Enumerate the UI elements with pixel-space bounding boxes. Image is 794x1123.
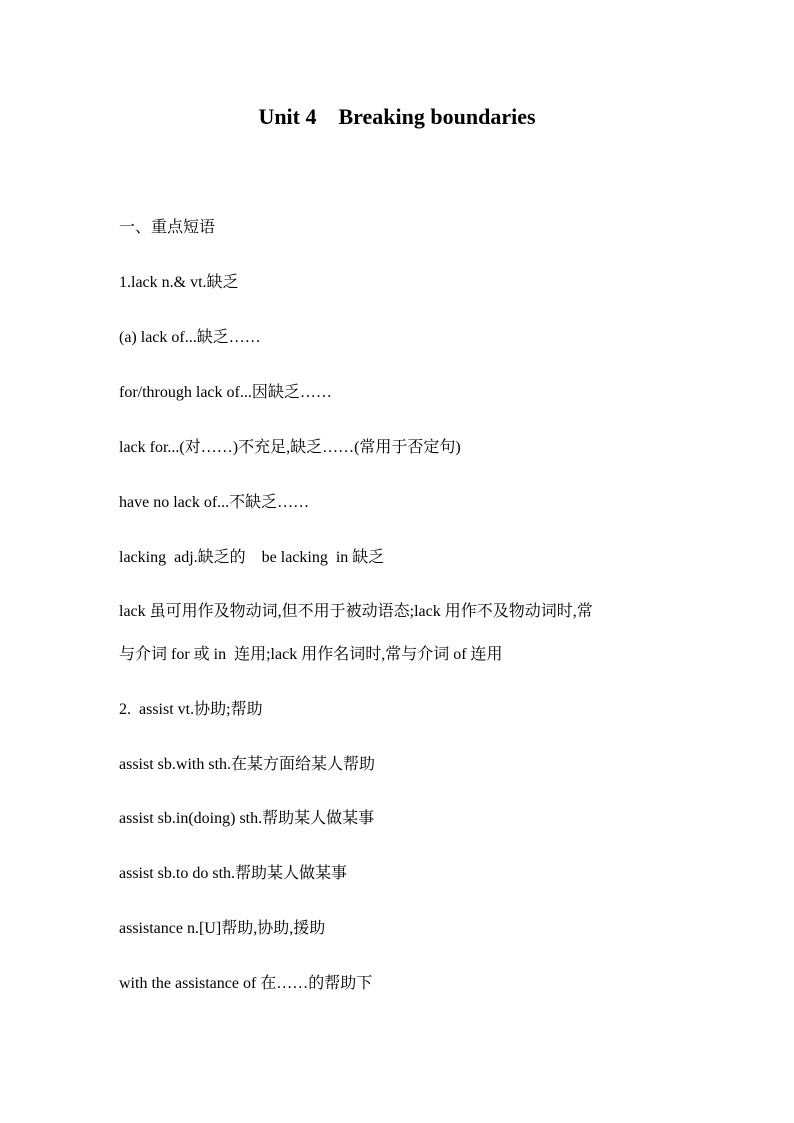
phrase-line: (a) lack of...缺乏…… xyxy=(119,329,261,346)
phrase-line: assistance n.[U]帮助,协助,援助 xyxy=(119,920,326,937)
phrase-line: with the assistance of 在……的帮助下 xyxy=(119,975,373,992)
phrase-line: assist sb.in(doing) sth.帮助某人做某事 xyxy=(119,810,375,827)
phrase-line: lack for...(对……)不充足,缺乏……(常用于否定句) xyxy=(119,439,461,456)
vocab-entry-assist: 2. assist vt.协助;帮助 xyxy=(119,701,263,718)
usage-note-line: 与介词 for 或 in 连用;lack 用作名词时,常与介词 of 连用 xyxy=(119,646,503,663)
phrase-line: assist sb.with sth.在某方面给某人帮助 xyxy=(119,756,376,773)
section-heading: 一、重点短语 xyxy=(119,219,216,236)
page-title: Unit 4 Breaking boundaries xyxy=(258,104,536,129)
phrase-line: lacking adj.缺乏的 be lacking in 缺乏 xyxy=(119,549,385,566)
phrase-line: for/through lack of...因缺乏…… xyxy=(119,384,332,401)
vocab-entry-lack: 1.lack n.& vt.缺乏 xyxy=(119,274,239,291)
phrase-line: have no lack of...不缺乏…… xyxy=(119,494,310,511)
phrase-line: assist sb.to do sth.帮助某人做某事 xyxy=(119,865,348,882)
usage-note-line: lack 虽可用作及物动词,但不用于被动语态;lack 用作不及物动词时,常 xyxy=(119,603,593,620)
